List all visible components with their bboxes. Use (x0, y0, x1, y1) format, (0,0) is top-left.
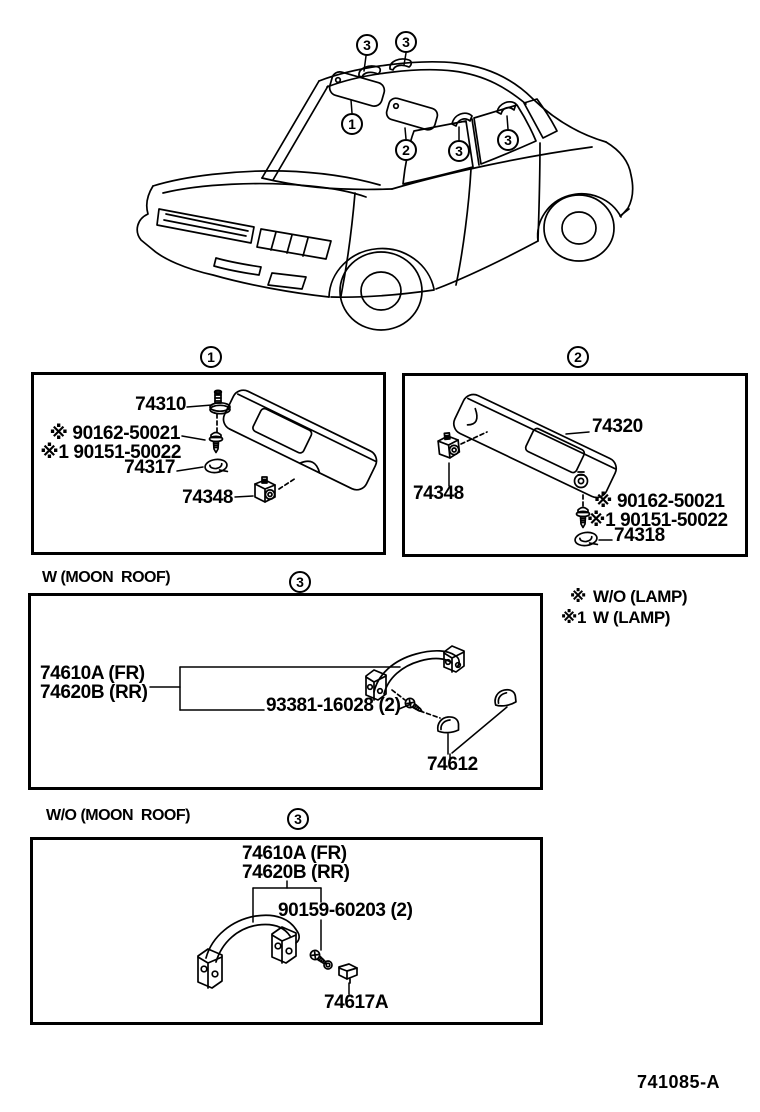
callout-3-roof-front: 3 (356, 34, 378, 56)
part-label-74610A-fr: 74610A (FR) (242, 843, 347, 864)
part-label-90151-50022: ※1 90151-50022 (40, 442, 181, 463)
part-label-93381-16028: 93381-16028 (2) (266, 695, 401, 716)
part-label-74620B-rr: 74620B (RR) (40, 682, 148, 703)
part-label-74320: 74320 (592, 416, 643, 437)
part-label-74612: 74612 (427, 754, 478, 775)
callout-leader-lines (351, 53, 508, 140)
callout-box4: 3 (287, 808, 309, 830)
legend-symbol-w-lamp: ※1 (560, 608, 586, 627)
callout-2-visor-passenger: 2 (395, 139, 417, 161)
assist-grip-on-car (359, 59, 516, 126)
part-label-90159-60203: 90159-60203 (2) (278, 900, 413, 921)
legend-symbol-wo-lamp: ※ (569, 587, 586, 606)
visor-driver-on-car (328, 70, 387, 108)
callout-1-visor-driver: 1 (341, 113, 363, 135)
part-label-74318: 74318 (614, 525, 665, 546)
callout-box3: 3 (289, 571, 311, 593)
part-label-74348: 74348 (413, 483, 464, 504)
legend-label-wo-lamp: W/O (LAMP) (593, 587, 688, 606)
heading-without-moonroof: W/O (MOON ROOF) (46, 807, 190, 824)
legend-label-w-lamp: W (LAMP) (593, 608, 671, 627)
callout-box1: 1 (200, 346, 222, 368)
callout-box2: 2 (567, 346, 589, 368)
part-label-74620B-rr: 74620B (RR) (242, 862, 350, 883)
callout-3-grip-center: 3 (448, 140, 470, 162)
car-illustration (137, 53, 632, 330)
figure-code: 741085-A (637, 1072, 721, 1092)
part-label-90151-50022: ※1 90151-50022 (587, 510, 728, 531)
part-label-90162-50021: ※ 90162-50021 (594, 491, 725, 512)
callout-3-roof-rear: 3 (395, 31, 417, 53)
heading-with-moonroof: W (MOON ROOF) (42, 569, 171, 586)
part-label-74610A-fr: 74610A (FR) (40, 663, 145, 684)
part-label-74617A: 74617A (324, 992, 389, 1013)
callout-3-grip-rear: 3 (497, 129, 519, 151)
part-label-74348: 74348 (182, 487, 233, 508)
part-label-74317: 74317 (124, 457, 175, 478)
part-box-visor-driver (31, 372, 386, 555)
part-label-74310: 74310 (135, 394, 186, 415)
visor-passenger-on-car (385, 97, 439, 132)
part-label-90162-50021: ※ 90162-50021 (49, 423, 180, 444)
